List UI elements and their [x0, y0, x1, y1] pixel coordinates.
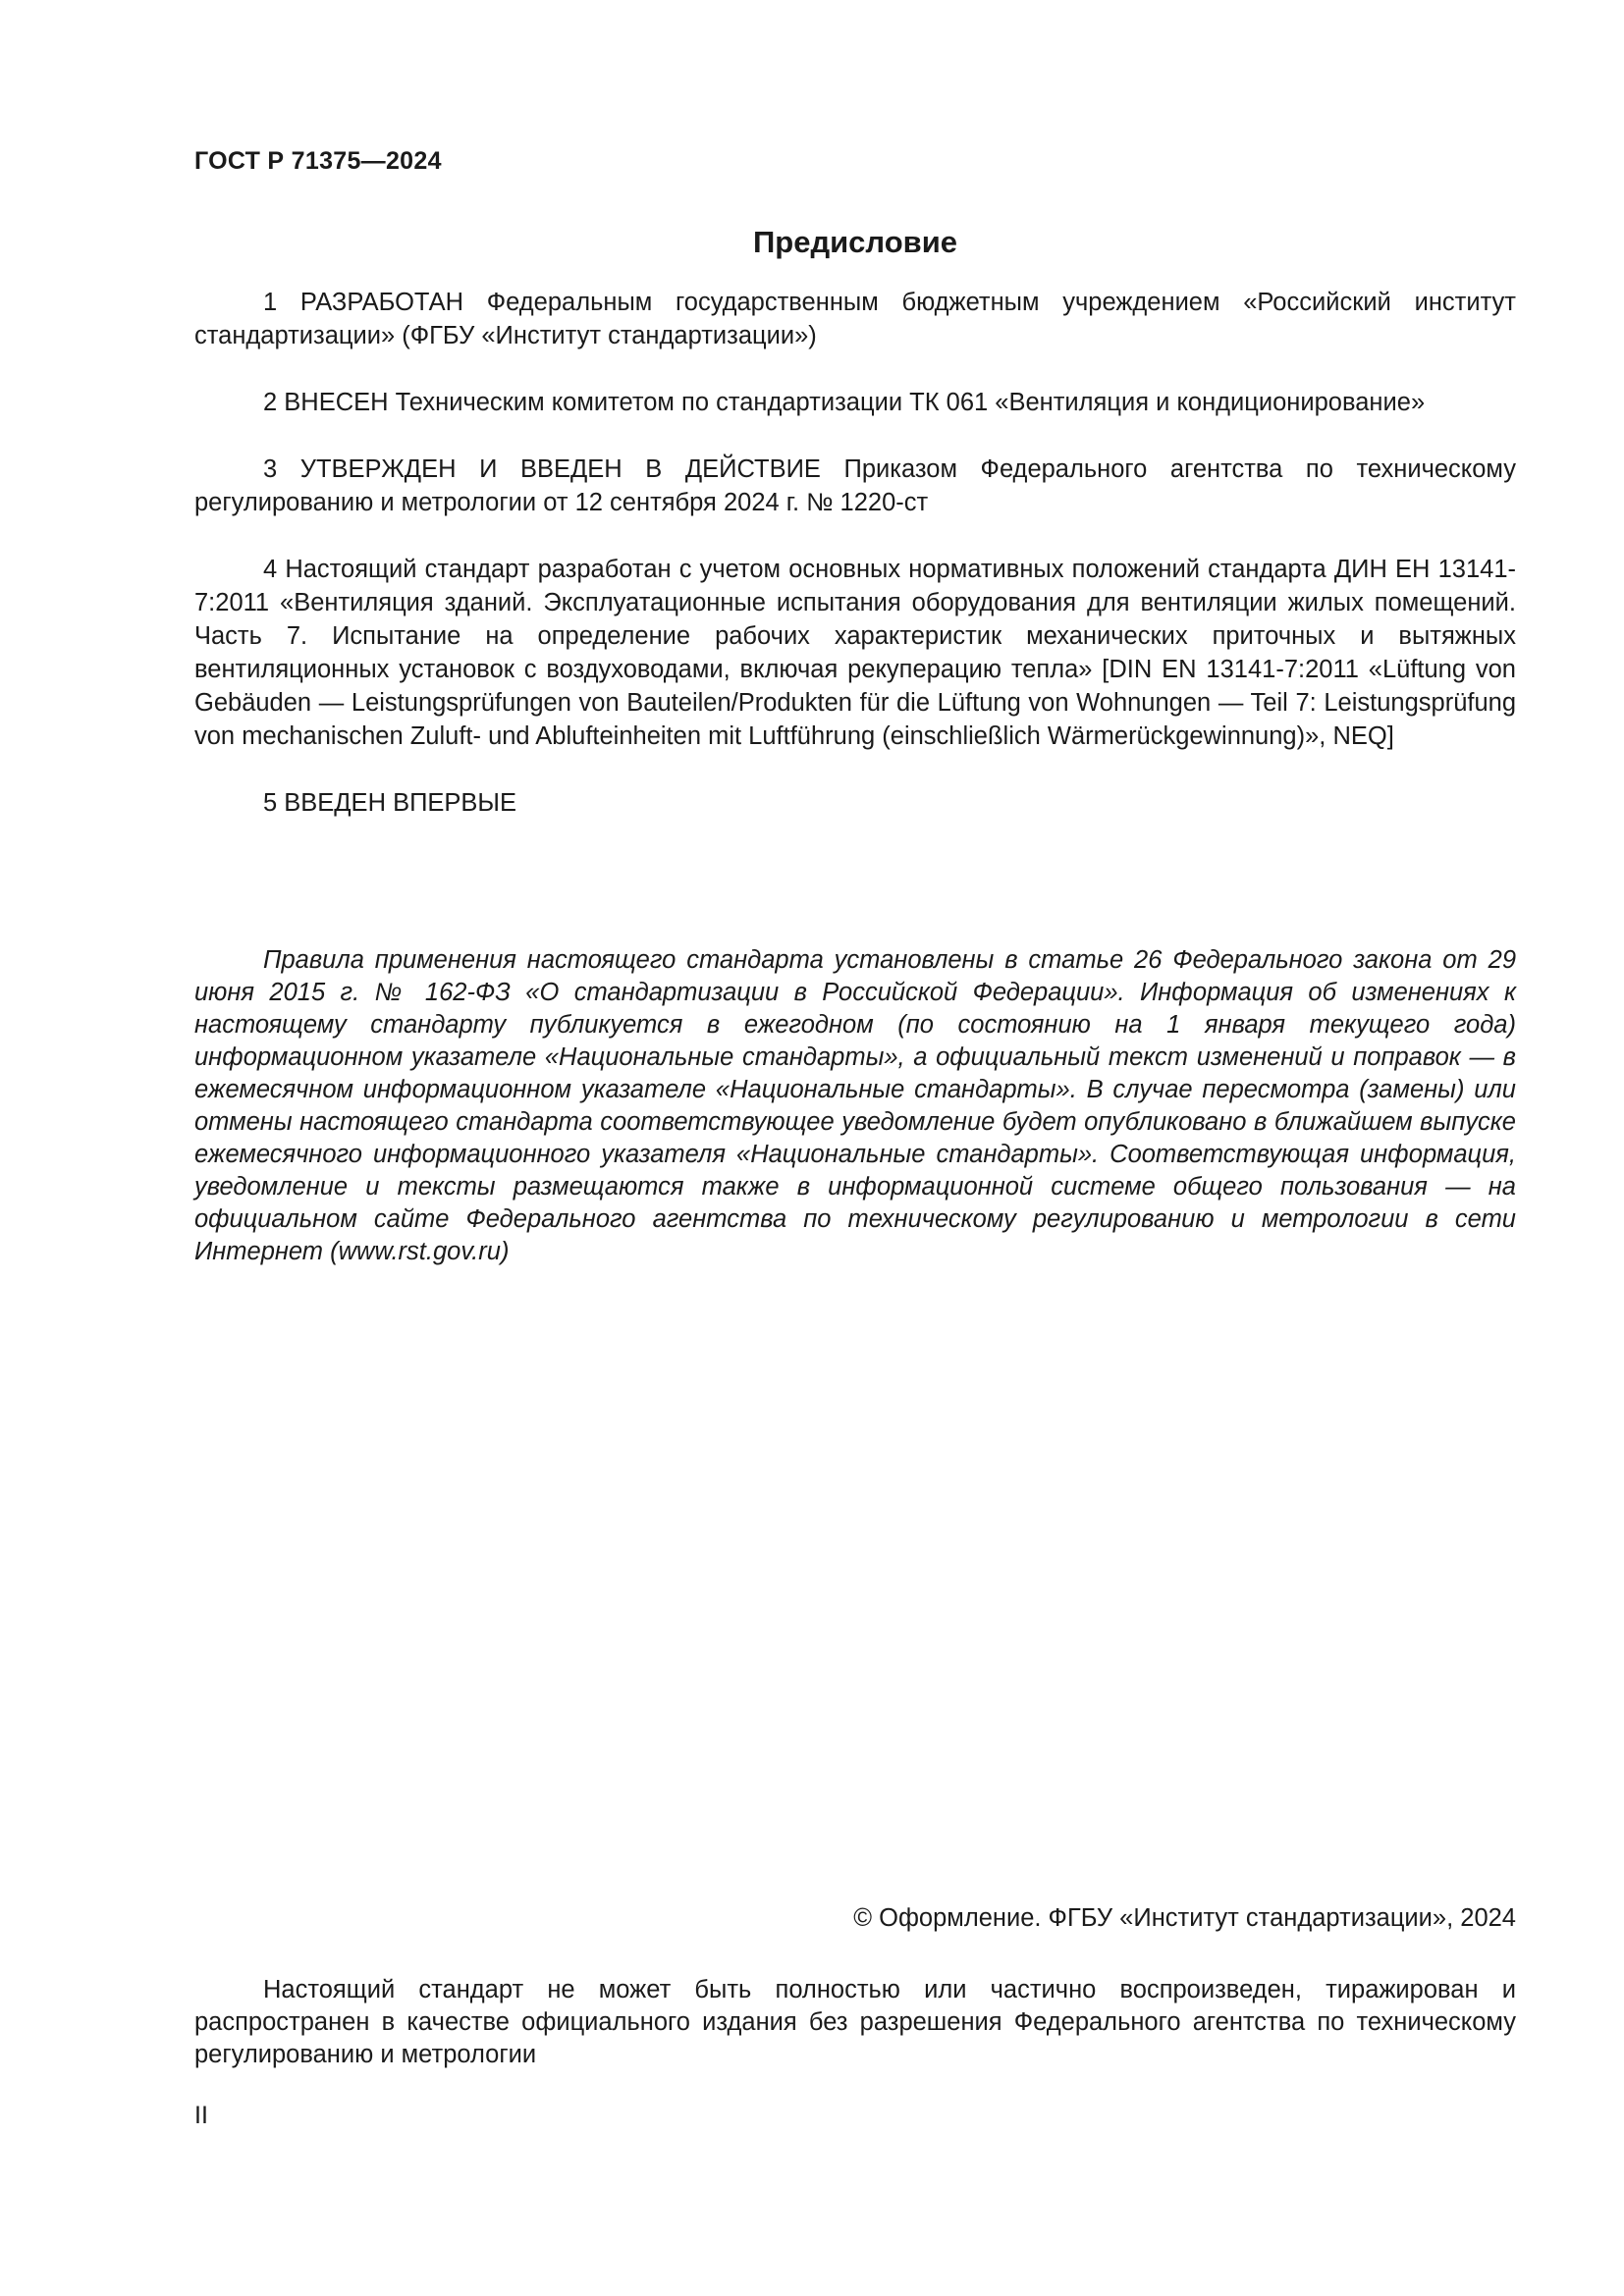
preface-items [194, 286, 1516, 820]
reproduction-notice: Настоящий стандарт не может быть полностью или частично воспроизведен, тиражирован и распространен в качестве официального издания без разрешения Федерального агентства по техническому регулированию и метрологии [194, 1976, 1516, 2068]
application-rules-notice: Правила применения настоящего стандарта установлены в статье 26 Федерального закона от 29 июня 2015 г. № 162-ФЗ «О стандартизации в Российской Федерации». Информация об изменениях к настоящему стандарту публикуется в ежегодном (по состоянию на 1 января текущего года) информационном указателе «Национальные стандарты», а официальный текст изменений и поправок — в ежемесячном информационном указателе «Национальные стандарты». В случае пересмотра (замены) или отмены настоящего стандарта соответствующее уведомление будет опубликовано в ближайшем выпуске ежемесячного информационного указателя «Национальные стандарты». Соответствующая информация, уведомление и тексты размещаются также в информационной системе общего пользования — на официальном сайте Федерального агентства по техническому регулированию и метрологии в сети Интернет (www.rst.gov.ru) [194, 946, 1516, 1265]
standard-code: ГОСТ Р 71375—2024 [194, 147, 442, 175]
preface-item-approved: 3 УТВЕРЖДЕН И ВВЕДЕН В ДЕЙСТВИЕ Приказом Федерального агентства по техническому регулированию и метрологии от 12 сентября 2024 г. № 1220-ст [194, 455, 1516, 516]
copyright-line: © Оформление. ФГБУ «Институт стандартизации», 2024 [853, 1904, 1516, 1932]
preface-item-basis: 4 Настоящий стандарт разработан с учетом основных нормативных положений стандарта ДИН ЕН 13141-7:2011 «Вентиляция зданий. Эксплуатационные испытания оборудования для вентиляции жилых помещений. Часть 7. Испытание на определение рабочих характеристик механических приточных и вытяжных вентиляционных установок с воздуховодами, включая рекуперацию тепла» [DIN EN 13141-7:2011 «Lüftung von Gebäuden — Leistungsprüfungen von Bauteilen/Produkten für die Lüftung von Wohnungen — Teil 7: Leistungsprüfung von mechanischen Zuluft- und Ablufteinheiten mit Luftführung (einschließlich Wärmerückgewinnung)», NEQ] [194, 556, 1516, 750]
preface-item-first-introduced: 5 ВВЕДЕН ВПЕРВЫЕ [263, 789, 517, 817]
preface-item-introduced: 2 ВНЕСЕН Техническим комитетом по стандартизации ТК 061 «Вентиляция и кондиционирование» [263, 389, 1426, 416]
page-title: Предисловие [752, 225, 957, 259]
page-number: II [194, 2102, 208, 2129]
preface-item-developed: 1 РАЗРАБОТАН Федеральным государственным бюджетным учреждением «Российский институт стандартизации» (ФГБУ «Институт стандартизации») [194, 289, 1516, 349]
